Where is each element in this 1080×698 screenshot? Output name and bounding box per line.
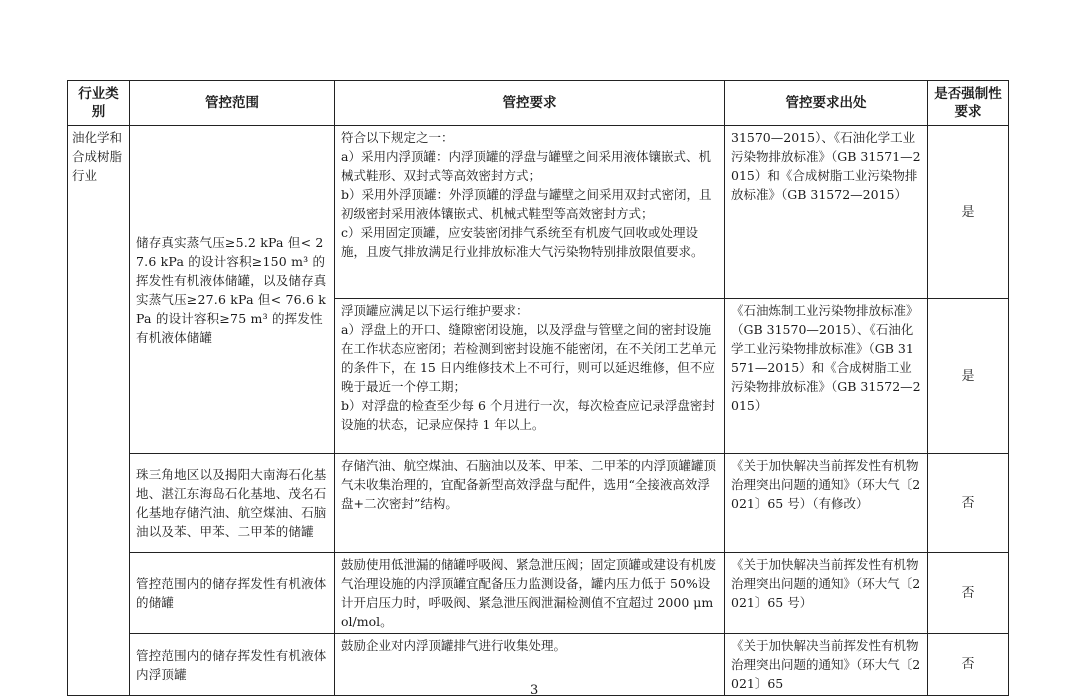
table-header-row bbox=[68, 81, 1009, 126]
source-cell: 31570—2015）、《石油化学工业污染物排放标准》（GB 31571—2015）和《合成树脂工业污染物排放标准》（GB 31572—2015） bbox=[725, 126, 928, 299]
table-row bbox=[68, 553, 1009, 634]
requirement-cell bbox=[335, 454, 725, 553]
requirement-line: 浮顶罐应满足以下运行维护要求： bbox=[341, 303, 529, 318]
scope-cell: 储存真实蒸气压≥5.2 kPa 但< 27.6 kPa 的设计容积≥150 m³ 的挥发性有机液体储罐，以及储存真实蒸气压≥27.6 kPa 但< 76.6 kPa 的设计容积≥75 m³ 的挥发性有机液体储罐 bbox=[130, 126, 335, 454]
mandatory-cell: 否 bbox=[928, 634, 1009, 696]
source-cell: 《关于加快解决当前挥发性有机物治理突出问题的通知》（环大气〔2021〕65 号） bbox=[725, 553, 928, 634]
table-row bbox=[68, 126, 1009, 299]
requirement-line: 存储汽油、航空煤油、石脑油以及苯、甲苯、二甲苯的内浮顶罐罐顶气未收集治理的，宜配备新型高效浮盘与配件，选用“全接液高效浮盘+二次密封”结构。 bbox=[341, 458, 717, 511]
mandatory-cell: 是 bbox=[928, 126, 1009, 299]
source-cell: 《石油炼制工业污染物排放标准》（GB 31570—2015）、《石油化学工业污染物排放标准》（GB 31571—2015）和《合成树脂工业污染物排放标准》（GB 31572—2015） bbox=[725, 299, 928, 454]
page-number: 3 bbox=[530, 683, 539, 698]
requirement-line: b）采用外浮顶罐：外浮顶罐的浮盘与罐壁之间采用双封式密闭，且初级密封采用液体镶嵌式、机械式鞋型等高效密封方式； bbox=[341, 187, 712, 221]
source-cell: 《关于加快解决当前挥发性有机物治理突出问题的通知》（环大气〔2021〕65 bbox=[725, 634, 928, 696]
requirement-line: a）浮盘上的开口、缝隙密闭设施，以及浮盘与管壁之间的密封设施在工作状态应密闭；若检测到密封设施不能密闭，在不关闭工艺单元的条件下，在 15 日内维修技术上不可行，则可以延迟维修，但不应晚于最近一个停工期； bbox=[341, 322, 717, 394]
header-source: 管控要求出处 bbox=[725, 81, 928, 126]
requirement-line: 符合以下规定之一： bbox=[341, 130, 454, 145]
mandatory-cell: 是 bbox=[928, 299, 1009, 454]
header-mandatory: 是否强制性要求 bbox=[928, 81, 1009, 126]
source-cell: 《关于加快解决当前挥发性有机物治理突出问题的通知》（环大气〔2021〕65 号）（有修改） bbox=[725, 454, 928, 553]
requirement-line: a）采用内浮顶罐：内浮顶罐的浮盘与罐壁之间采用液体镶嵌式、机械式鞋形、双封式等高效密封方式； bbox=[341, 149, 711, 183]
scope-cell: 管控范围内的储存挥发性有机液体内浮顶罐 bbox=[130, 634, 335, 696]
requirement-line: c）采用固定顶罐，应安装密闭排气系统至有机废气回收或处理设施，且废气排放满足行业排放标准大气污染物特别排放限值要求。 bbox=[341, 225, 704, 259]
scope-cell: 珠三角地区以及揭阳大南海石化基地、湛江东海岛石化基地、茂名石化基地存储汽油、航空煤油、石脑油以及苯、甲苯、二甲苯的储罐 bbox=[130, 454, 335, 553]
requirement-cell bbox=[335, 299, 725, 454]
requirement-line: b）对浮盘的检查至少每 6 个月进行一次，每次检查应记录浮盘密封设施的状态，记录应保持 1 年以上。 bbox=[341, 398, 715, 432]
industry-cell: 油化学和合成树脂行业 bbox=[68, 126, 130, 696]
header-industry: 行业类别 bbox=[68, 81, 130, 126]
mandatory-cell: 否 bbox=[928, 553, 1009, 634]
regulation-table bbox=[67, 80, 1009, 696]
scope-cell: 管控范围内的储存挥发性有机液体的储罐 bbox=[130, 553, 335, 634]
requirement-line: 鼓励使用低泄漏的储罐呼吸阀、紧急泄压阀；固定顶罐或建设有机废气治理设施的内浮顶罐宜配备压力监测设备，罐内压力低于 50%设计开启压力时，呼吸阀、紧急泄压阀泄漏检测值不宜超过 2000 μmol/mol。 bbox=[341, 557, 717, 629]
requirement-cell bbox=[335, 126, 725, 299]
header-requirement: 管控要求 bbox=[335, 81, 725, 126]
requirement-cell bbox=[335, 553, 725, 634]
header-scope: 管控范围 bbox=[130, 81, 335, 126]
mandatory-cell: 否 bbox=[928, 454, 1009, 553]
table-row bbox=[68, 454, 1009, 553]
requirement-line: 鼓励企业对内浮顶罐排气进行收集处理。 bbox=[341, 638, 567, 653]
